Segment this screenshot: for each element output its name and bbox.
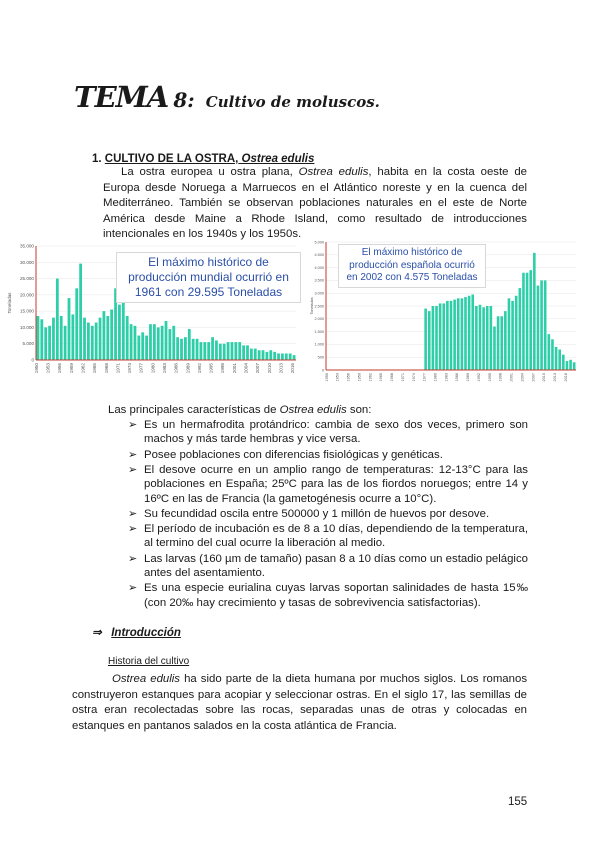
bar [551, 339, 554, 370]
bar [544, 280, 547, 370]
x-tick-label: 1998 [220, 363, 226, 374]
bar [265, 352, 268, 360]
bar [168, 329, 171, 360]
world-production-annotation: El máximo histórico de producción mundial ocurrió en 1961 con 29.595 Toneladas [116, 252, 301, 303]
bar [223, 344, 226, 360]
bar [211, 337, 214, 360]
bar [475, 306, 478, 370]
bar [192, 339, 195, 360]
x-tick-label: 2001 [231, 363, 237, 374]
bar [122, 303, 125, 360]
x-tick-label: 1989 [466, 373, 471, 382]
bar [519, 288, 522, 370]
y-tick-label: 5.000 [314, 240, 324, 245]
x-tick-label: 1974 [411, 373, 416, 382]
bar [482, 307, 485, 370]
bar [250, 349, 253, 360]
bar [60, 316, 63, 360]
bar [79, 264, 82, 360]
characteristics-intro-b: son: [349, 404, 372, 416]
bullet-arrow-icon: ➢ [128, 507, 138, 520]
bar [48, 326, 51, 360]
x-tick-label: 2007 [531, 373, 536, 382]
bar [75, 288, 78, 360]
bar [526, 273, 529, 370]
y-tick-label: 500 [317, 355, 324, 360]
x-tick-label: 2001 [509, 373, 514, 382]
x-tick-label: 1950 [33, 363, 39, 374]
x-tick-label: 1986 [173, 363, 179, 374]
bar [153, 324, 156, 360]
x-tick-label: 2016 [563, 373, 568, 382]
x-tick-label: 1980 [433, 373, 438, 382]
x-tick-label: 1950 [324, 373, 329, 382]
bar [515, 296, 518, 370]
x-tick-label: 1995 [208, 363, 214, 374]
bar [52, 318, 55, 360]
bar [176, 337, 179, 360]
bar [71, 314, 74, 360]
x-tick-label: 1962 [368, 373, 373, 382]
list-item [128, 463, 528, 506]
bar [242, 345, 245, 360]
y-tick-label: 4.000 [314, 265, 324, 270]
page-number: 155 [508, 796, 528, 808]
x-tick-label: 1965 [379, 373, 384, 382]
x-tick-label: 2013 [278, 363, 284, 374]
bar [91, 326, 94, 360]
x-tick-label: 2013 [553, 373, 558, 382]
bar [103, 311, 106, 360]
x-tick-label: 1962 [80, 363, 86, 374]
section-heading-text [105, 153, 315, 165]
bar [203, 342, 206, 360]
bar [537, 286, 540, 370]
bar [215, 340, 218, 360]
para2-text: ha sido parte de la dieta humana por muchos siglos. Los romanos construyeron estanques para acopiar y seleccionar ostras. En el siglo 17, las semillas de ostra eran recolectadas sobre las rocas, separadas unas de otras y colocadas en estanques en pantanos salados en la costa atlántica de Francia. [72, 673, 528, 732]
bar [562, 355, 565, 370]
x-tick-label: 1995 [487, 373, 492, 382]
bullet-arrow-icon: ➢ [128, 419, 138, 431]
bullet-arrow-icon: ➢ [128, 582, 138, 595]
bar [161, 326, 164, 360]
y-tick-label: 25.000 [19, 276, 34, 282]
x-tick-label: 2004 [520, 373, 525, 382]
bar [471, 294, 474, 370]
list-item-text: Las larvas (160 µm de tamaño) pasan 8 a 10 días como un estadio pelágico antes del asentamiento. [144, 552, 528, 580]
bar [258, 350, 261, 360]
bullet-arrow-icon: ➢ [128, 463, 138, 476]
x-tick-label: 1980 [150, 363, 156, 374]
y-tick-label: 1.000 [314, 342, 324, 347]
x-tick-label: 1977 [138, 363, 144, 374]
bar [207, 342, 210, 360]
para1-part-b: , habita en la costa oeste de Europa desde Noruega a Marruecos en el Atlántico noreste y en la cuenca del Mediterráneo. También se observan poblaciones naturales en el este de Norte América desde Maine a Rhode Island, como resultado de introducciones intencionales en los 1940s y los 1950s. [103, 166, 528, 241]
bar [262, 350, 265, 360]
bar [110, 310, 113, 360]
bar [424, 309, 427, 370]
x-tick-label: 1971 [115, 363, 121, 374]
bar [439, 303, 442, 370]
bar [172, 326, 175, 360]
title-tema: TEMA [74, 80, 169, 114]
bar [453, 300, 456, 370]
section-heading-species: Ostrea edulis [241, 153, 315, 165]
bar [457, 298, 460, 370]
bar [573, 362, 576, 370]
bar [555, 347, 558, 370]
y-tick-label: 2.500 [314, 304, 324, 309]
y-tick-label: 20.000 [19, 292, 34, 298]
bar [529, 270, 532, 370]
bar [497, 316, 500, 370]
bar [200, 342, 203, 360]
bar [446, 301, 449, 370]
bar [540, 280, 543, 370]
bar [285, 353, 288, 360]
y-tick-label: 30.000 [19, 259, 34, 265]
y-tick-label: 1.500 [314, 329, 324, 334]
section-heading-label: CULTIVO DE LA OSTRA, [104, 153, 239, 165]
section-heading [92, 153, 314, 165]
y-tick-label: 15.000 [19, 308, 34, 314]
x-tick-label: 1956 [57, 363, 63, 374]
bar [442, 303, 445, 370]
x-tick-label: 1989 [185, 363, 191, 374]
bar [450, 301, 453, 370]
x-tick-label: 1977 [422, 373, 427, 382]
bullet-arrow-icon: ➢ [128, 552, 138, 565]
title-subtitle: Cultivo de moluscos. [205, 93, 380, 111]
bar [558, 350, 561, 370]
x-tick-label: 2007 [255, 363, 261, 374]
bar [486, 306, 489, 370]
bar [95, 323, 98, 360]
list-item [128, 522, 528, 551]
y-tick-label: 3.000 [314, 291, 324, 296]
para2-species: Ostrea edulis [112, 673, 181, 685]
list-item [128, 418, 528, 447]
bar [141, 332, 144, 360]
bar [87, 323, 90, 360]
section-number: 1. [92, 153, 102, 165]
y-tick-label: 5.000 [22, 341, 34, 347]
bar [533, 253, 536, 370]
bullet-arrow-icon: ➢ [128, 448, 138, 461]
bullet-arrow-icon: ➢ [128, 523, 138, 536]
list-item [128, 507, 528, 521]
bar [165, 321, 168, 360]
y-tick-label: 10.000 [19, 324, 34, 330]
introduccion-label: Introducción [111, 627, 181, 639]
y-axis-label: Toneladas [7, 292, 12, 314]
bar [137, 336, 140, 360]
bar [68, 298, 71, 360]
y-tick-label: 0 [321, 368, 324, 373]
x-tick-label: 1998 [498, 373, 503, 382]
y-axis-label: Toneladas [310, 297, 314, 315]
x-tick-label: 1953 [335, 373, 340, 382]
title-number: 8: [173, 88, 195, 112]
historia-paragraph [72, 672, 527, 734]
intro-paragraph [103, 165, 527, 243]
bar [293, 355, 296, 360]
bar [246, 345, 249, 360]
list-item [128, 581, 528, 610]
bar [227, 342, 230, 360]
characteristics-intro-a: Las principales características de [108, 404, 277, 416]
x-tick-label: 1968 [390, 373, 395, 382]
x-tick-label: 1956 [346, 373, 351, 382]
x-tick-label: 1953 [45, 363, 51, 374]
x-tick-label: 2004 [243, 363, 249, 374]
bar [126, 316, 129, 360]
bar [219, 344, 222, 360]
bar [522, 273, 525, 370]
bar [468, 296, 471, 370]
x-tick-label: 1983 [444, 373, 449, 382]
bar [106, 316, 109, 360]
bar [435, 306, 438, 370]
characteristics-intro [108, 404, 371, 416]
arrow-right-icon: ⇒ [92, 627, 102, 639]
bar [281, 353, 284, 360]
x-tick-label: 1974 [127, 363, 133, 374]
bar [180, 339, 183, 360]
bar [490, 306, 493, 370]
list-item-text: Su fecundidad oscila entre 500000 y 1 millón de huevos por desove. [144, 507, 490, 520]
y-tick-label: 35.000 [19, 243, 34, 249]
historia-heading: Historia del cultivo [108, 656, 190, 667]
bar [428, 311, 431, 370]
bar [254, 349, 257, 360]
bar [493, 326, 496, 370]
bar [569, 360, 572, 370]
bar [37, 316, 40, 360]
bar [511, 301, 514, 370]
para1-species: Ostrea edulis [298, 166, 369, 178]
bar [83, 318, 86, 360]
bar [273, 352, 276, 360]
introduccion-heading [92, 625, 181, 639]
x-tick-label: 1968 [103, 363, 109, 374]
x-tick-label: 1971 [400, 373, 405, 382]
x-tick-label: 1992 [196, 363, 202, 374]
bar [118, 305, 121, 360]
bar [64, 326, 67, 360]
y-tick-label: 4.500 [314, 253, 324, 258]
bar [289, 353, 292, 360]
bar [56, 279, 59, 360]
bar [500, 316, 503, 370]
bar [461, 298, 464, 370]
bar [548, 334, 551, 370]
list-item [128, 552, 528, 581]
x-tick-label: 1992 [476, 373, 481, 382]
bar [196, 339, 199, 360]
bar [145, 336, 148, 360]
list-item-text: El período de incubación es de 8 a 10 días, dependiendo de la temperatura, al termino del cual ocurre la liberación al medio. [144, 523, 528, 550]
x-tick-label: 2010 [266, 363, 272, 374]
bar [432, 306, 435, 370]
x-tick-label: 1959 [357, 373, 362, 382]
bar [231, 342, 234, 360]
bar [504, 311, 507, 370]
bar [188, 329, 191, 360]
list-item-text: El desove ocurre en un amplio rango de temperaturas: 12-13°C para las poblaciones en España; 25ºC para las de los fiordos noruegos; entre 14 y 16ºC en las de Francia (la gametogénesis ocurre a 10°C). [144, 463, 528, 505]
bar [184, 337, 187, 360]
list-item-text: Es un hermafrodita protándrico: cambia de sexo dos veces, primero son machos y más tarde hembras y vice versa. [144, 419, 528, 446]
y-tick-label: 3.500 [314, 278, 324, 283]
bar [566, 361, 569, 370]
x-tick-label: 2010 [542, 373, 547, 382]
bar [130, 324, 133, 360]
bar [508, 298, 511, 370]
bar [149, 324, 152, 360]
bar [464, 297, 467, 370]
bar [479, 305, 482, 370]
bar [157, 327, 160, 360]
spain-production-annotation: El máximo histórico de producción española ocurrió en 2002 con 4.575 Toneladas [338, 244, 486, 288]
bar [44, 327, 47, 360]
characteristics-intro-species: Ostrea edulis [279, 404, 347, 416]
para1-part-a: La ostra europea u ostra plana, [121, 166, 293, 178]
list-item [128, 448, 528, 462]
bar [40, 319, 43, 360]
list-item-text: Posee poblaciones con diferencias fisiológicas y genéticas. [144, 448, 443, 461]
bar [277, 353, 280, 360]
bar [238, 342, 241, 360]
page-title [74, 80, 380, 114]
y-tick-label: 2.000 [314, 317, 324, 322]
characteristics-list [128, 418, 528, 611]
x-tick-label: 1986 [455, 373, 460, 382]
bar [134, 326, 137, 360]
bar [99, 318, 102, 360]
bar [269, 350, 272, 360]
bar [234, 342, 237, 360]
x-tick-label: 1959 [68, 363, 74, 374]
x-tick-label: 1983 [162, 363, 167, 374]
list-item-text: Es una especie eurialina cuyas larvas soportan salinidades de hasta 15‰ (con 20‰ hay crecimiento y tasas de sobrevivencia satisfactorias). [144, 582, 528, 609]
y-tick-label: 0 [31, 357, 34, 363]
x-tick-label: 1965 [92, 363, 98, 374]
x-tick-label: 2016 [290, 363, 296, 374]
